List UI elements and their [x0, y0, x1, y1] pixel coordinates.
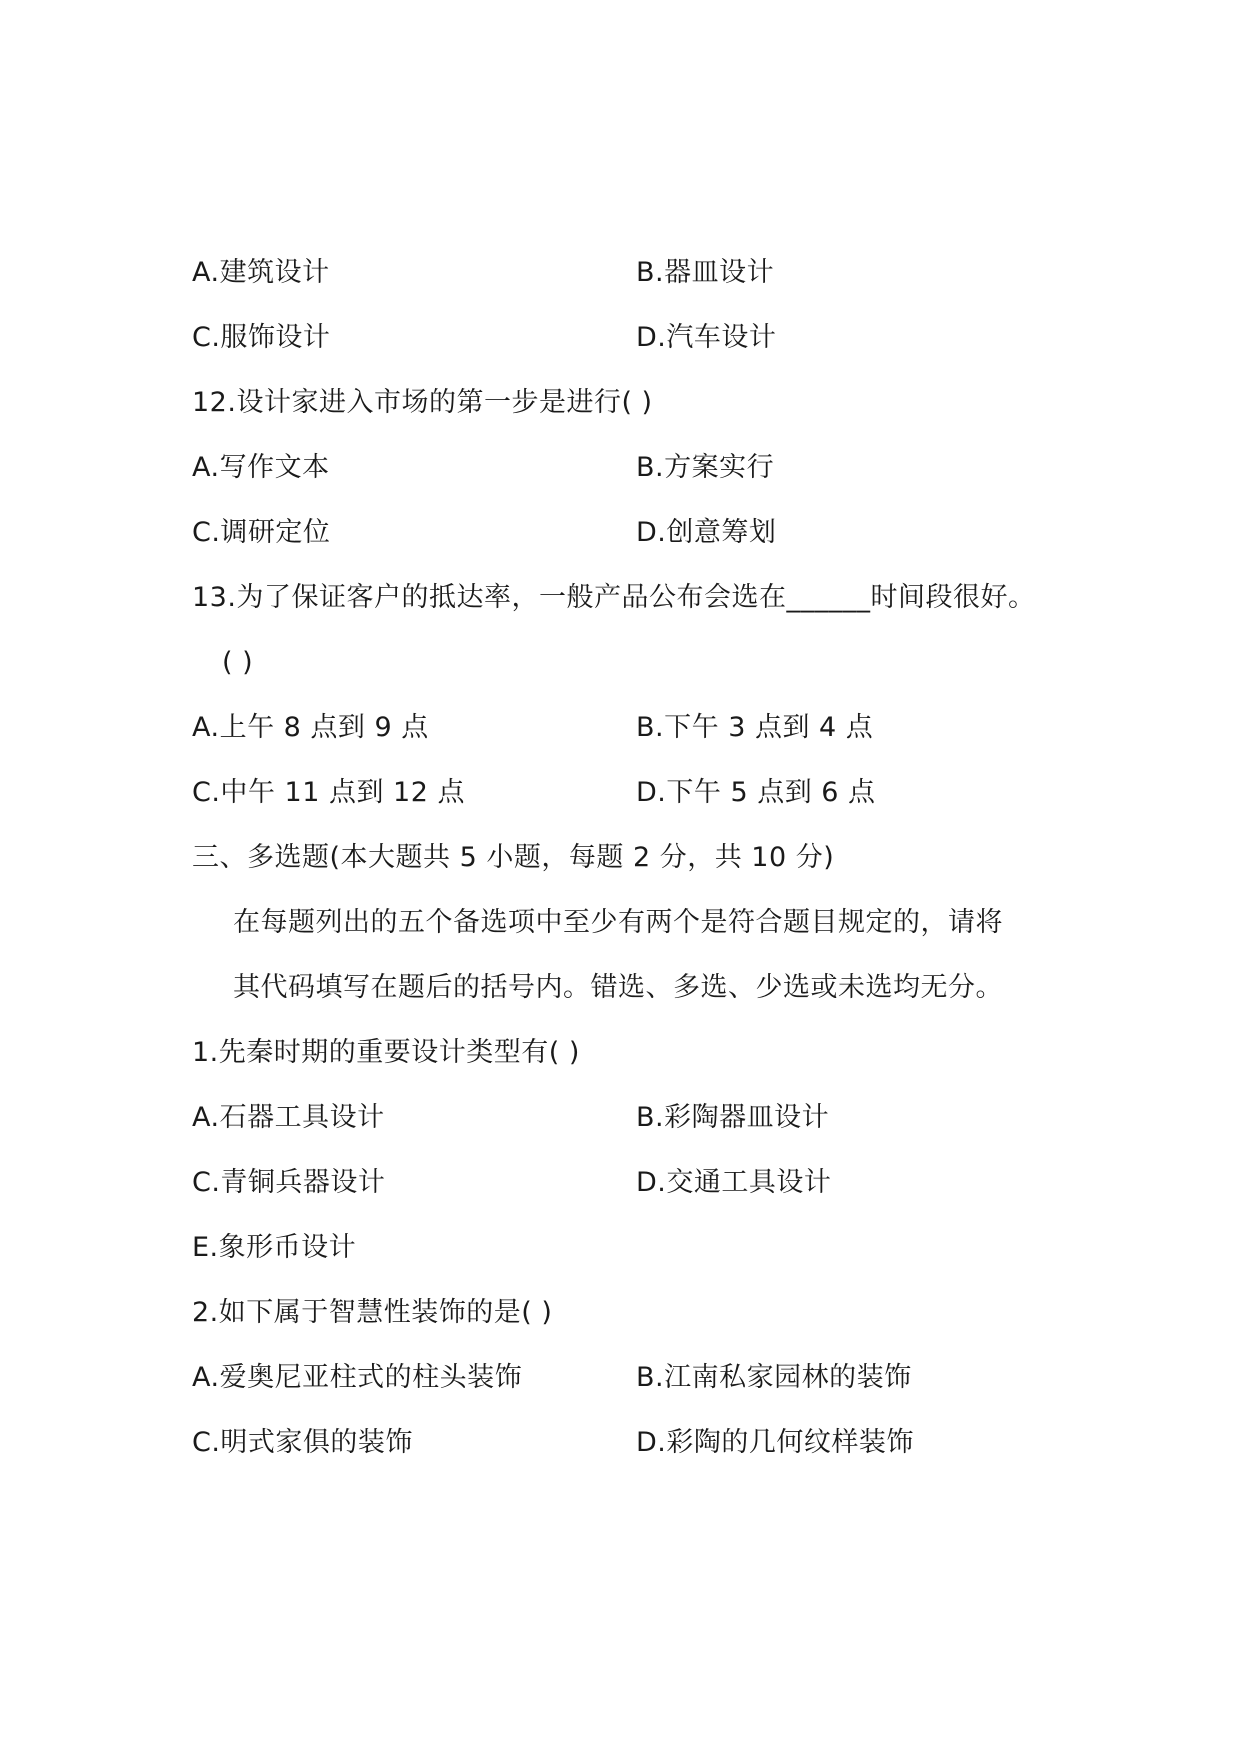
q13-option-b: B.下午 3 点到 4 点: [636, 712, 874, 743]
q13-stem: 13.为了保证客户的抵达率，一般产品公布会选在______时间段很好。: [192, 582, 1036, 613]
q13-option-d: D.下午 5 点到 6 点: [636, 777, 876, 808]
mq1-option-a: A.石器工具设计: [192, 1102, 385, 1133]
mq2-option-a: A.爱奥尼亚柱式的柱头装饰: [192, 1362, 523, 1393]
q12-option-d: D.创意筹划: [636, 517, 777, 548]
q11-option-d: D.汽车设计: [636, 322, 777, 353]
mq2-option-b: B.江南私家园林的装饰: [636, 1362, 912, 1393]
section-3-instruction-line-2: 其代码填写在题后的括号内。错选、多选、少选或未选均无分。: [233, 972, 1003, 1003]
mq1-stem: 1.先秦时期的重要设计类型有( ): [192, 1037, 580, 1068]
mq2-stem: 2.如下属于智慧性装饰的是( ): [192, 1297, 553, 1328]
q12-stem: 12.设计家进入市场的第一步是进行( ): [192, 387, 653, 418]
q11-option-a: A.建筑设计: [192, 257, 330, 288]
q13-option-c: C.中午 11 点到 12 点: [192, 777, 465, 808]
q13-option-a: A.上午 8 点到 9 点: [192, 712, 429, 743]
mq1-option-e: E.象形币设计: [192, 1232, 357, 1263]
mq2-option-c: C.明式家俱的装饰: [192, 1427, 413, 1458]
q12-option-b: B.方案实行: [636, 452, 775, 483]
mq1-option-c: C.青铜兵器设计: [192, 1167, 386, 1198]
q13-answer-bracket: ( ): [222, 647, 254, 678]
q11-option-b: B.器皿设计: [636, 257, 775, 288]
section-3-title: 三、多选题(本大题共 5 小题，每题 2 分，共 10 分): [192, 842, 835, 873]
mq2-option-d: D.彩陶的几何纹样装饰: [636, 1427, 914, 1458]
q12-option-a: A.写作文本: [192, 452, 330, 483]
q12-option-c: C.调研定位: [192, 517, 331, 548]
mq1-option-d: D.交通工具设计: [636, 1167, 832, 1198]
q11-option-c: C.服饰设计: [192, 322, 331, 353]
section-3-instruction-line-1: 在每题列出的五个备选项中至少有两个是符合题目规定的，请将: [233, 907, 1003, 938]
mq1-option-b: B.彩陶器皿设计: [636, 1102, 830, 1133]
